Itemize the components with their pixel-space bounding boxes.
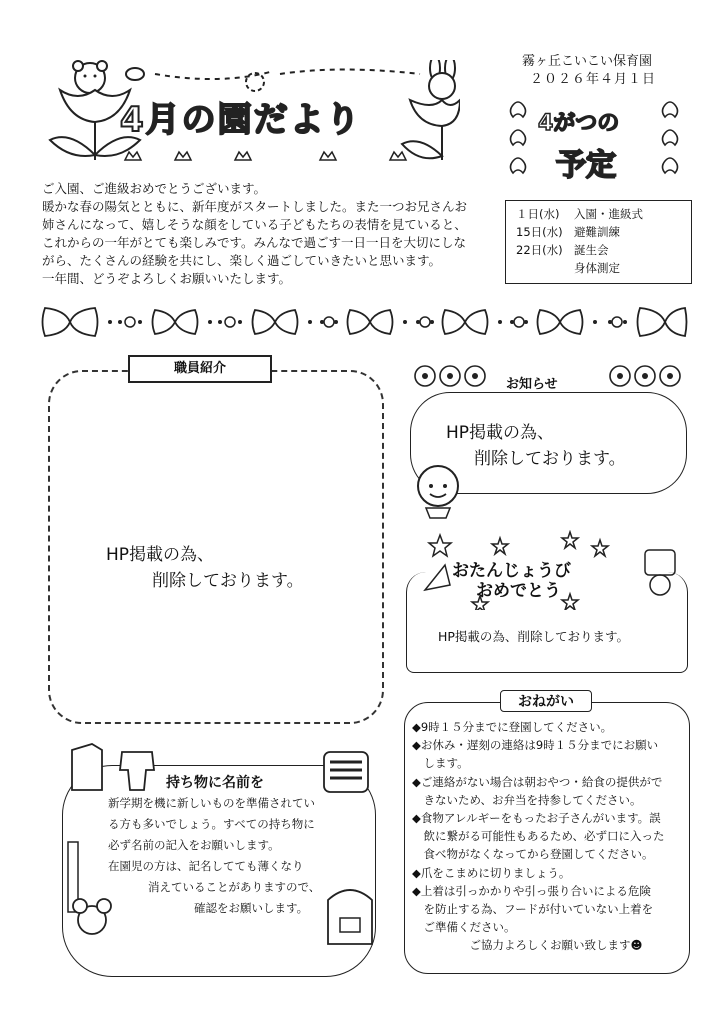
- notice-placeholder-line2: 削除しております。: [474, 449, 626, 469]
- issue-date: ２０２６年４月１日: [530, 72, 657, 87]
- birthday-placeholder: HP掲載の為、削除しております。: [438, 629, 629, 644]
- greeting-line: 暖かな春の陽気とともに、新年度がスタートしました。また一つお兄さんお: [42, 199, 468, 214]
- request-line: 食べ物がなくなってから登園してください。: [412, 847, 654, 862]
- greeting-text: [42, 180, 502, 288]
- staff-section: [48, 370, 384, 724]
- staff-placeholder-line1: HP掲載の為、: [106, 545, 215, 565]
- school-name: 霧ヶ丘こいこい保育園: [522, 54, 653, 69]
- schedule-item: [516, 260, 620, 277]
- schedule-event: 避難訓練: [574, 225, 620, 239]
- names-section-title: 持ち物に名前を: [166, 775, 264, 791]
- requests-title: おねがい: [500, 690, 592, 712]
- requests-list: [412, 718, 682, 955]
- names-line: 新学期を機に新しいものを準備されてい: [108, 796, 315, 810]
- request-line: 飲に繋がる可能性もあるため、必ず口に入った: [412, 829, 665, 844]
- names-line: 在園児の方は、記名してても薄くなり: [108, 859, 304, 873]
- bag-illustration: [320, 880, 380, 950]
- schedule-item: [516, 242, 609, 259]
- notice-title: お知らせ: [506, 377, 558, 392]
- names-line: 必ず名前の記入をお願いします。: [108, 838, 280, 852]
- request-line: ◆お休み・遅刻の連絡は9時１５分までにお願い: [412, 738, 659, 753]
- clothes-illustration: [62, 740, 172, 800]
- schedule-item: [516, 206, 643, 223]
- greeting-line: 一年間、どうぞよろしくお願いいたします。: [42, 271, 292, 286]
- schedule-box: [505, 200, 692, 284]
- birthday-title-line1: おたんじょうび: [452, 561, 571, 581]
- schedule-day: 15日(水): [516, 225, 563, 239]
- names-line: る方も多いでしょう。すべての持ち物に: [108, 817, 315, 831]
- page-title: 4月の園だより: [120, 100, 362, 140]
- request-line: します。: [412, 756, 469, 771]
- schedule-event: 誕生会: [574, 243, 609, 257]
- greeting-line: 姉さんになって、嬉しそうな顔をしている子どもたちの表情を見ていると、: [42, 217, 467, 232]
- request-line: きないため、お弁当を持参してください。: [412, 792, 642, 807]
- request-line: ◆食物アレルギーをもったお子さんがいます。誤: [412, 811, 661, 826]
- request-line: を防止する為、フードが付いていない上着を: [412, 902, 654, 917]
- request-line: ご準備ください。: [412, 920, 516, 935]
- schedule-day: １日(水): [516, 207, 560, 221]
- towel-illustration: [322, 748, 372, 796]
- greeting-line: がら、たくさんの経験を共にし、楽しく過ごしていきたいと思います。: [42, 253, 442, 268]
- staff-section-title: 職員紹介: [128, 355, 272, 383]
- birthday-title-line2: おめでとう: [476, 581, 561, 601]
- names-line: 消えていることがありますので、: [148, 880, 321, 894]
- request-line: ◆上着は引っかかりや引っ張り合いによる危険: [412, 883, 651, 898]
- schedule-title-main: 予定: [556, 148, 616, 183]
- names-line: 確認をお願いします。: [194, 901, 309, 915]
- schedule-item: [516, 224, 620, 241]
- staff-placeholder-line2: 削除しております。: [152, 571, 304, 591]
- mouse-with-pen-illustration: [62, 840, 112, 950]
- request-line: ◆爪をこまめに切りましょう。: [412, 865, 571, 880]
- schedule-title-prefix: 4がつの: [538, 111, 620, 136]
- request-line: ◆9時１５分までに登園してください。: [412, 720, 613, 734]
- greeting-line: これからの一年がとても楽しみです。みんなで過ごす一日一日を大切にしな: [42, 235, 467, 250]
- request-line: ご協力よろしくお願い致します☻: [412, 938, 643, 953]
- schedule-event: 身体測定: [574, 261, 620, 275]
- schedule-day: 22日(水): [516, 243, 563, 257]
- child-face-illustration: [408, 460, 468, 520]
- notice-placeholder-line1: HP掲載の為、: [446, 423, 555, 443]
- birthday-box: [406, 572, 688, 673]
- request-line: ◆ご連絡がない場合は朝おやつ・給食の提供がで: [412, 774, 663, 789]
- butterfly-divider: [40, 300, 690, 344]
- greeting-line: ご入園、ご進級おめでとうございます。: [42, 181, 267, 196]
- schedule-event: 入園・進級式: [574, 207, 643, 221]
